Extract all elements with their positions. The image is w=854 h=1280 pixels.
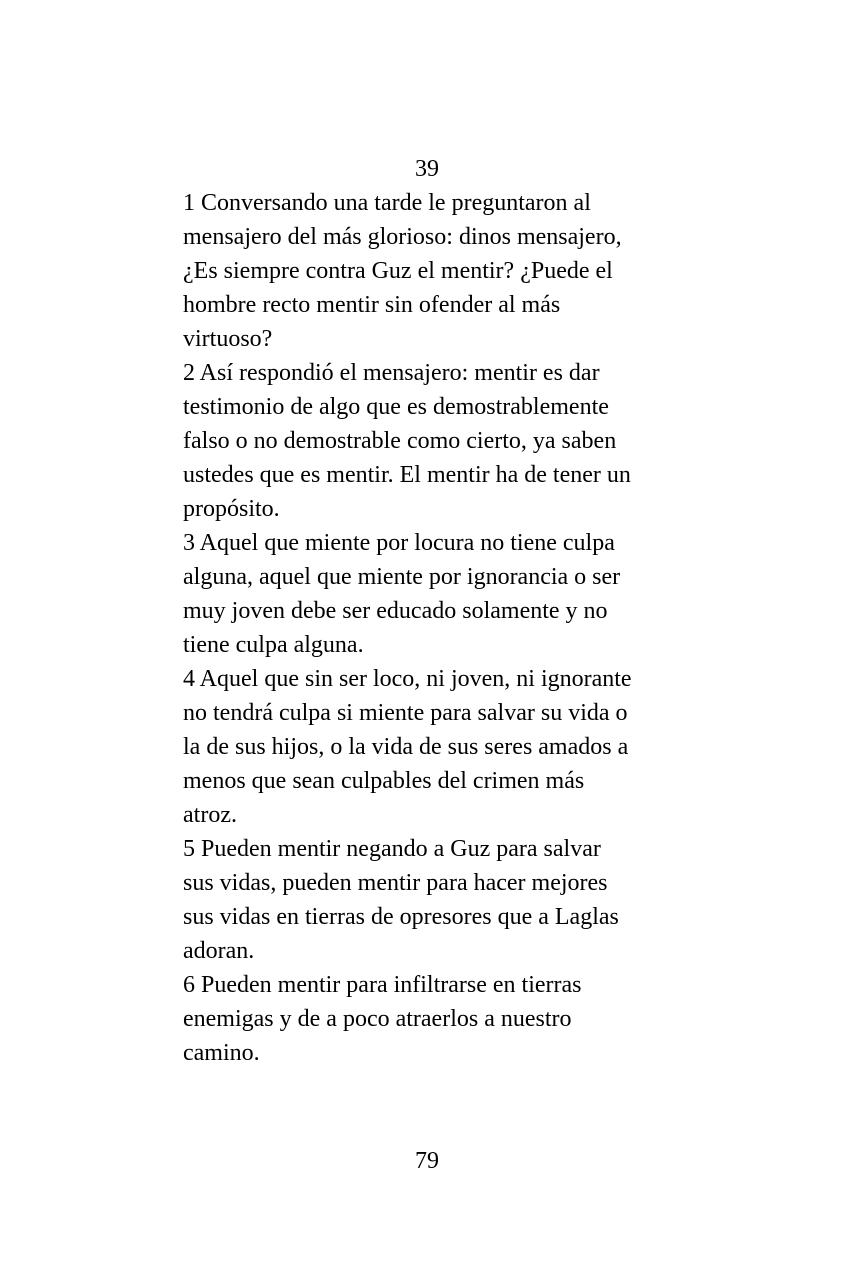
- text-line: 1 Conversando una tarde le preguntaron al: [183, 190, 591, 216]
- text-line: camino.: [183, 1040, 260, 1066]
- text-line: hombre recto mentir sin ofender al más: [183, 292, 561, 318]
- text-line: tiene culpa alguna.: [183, 632, 364, 658]
- text-line: ¿Es siempre contra Guz el mentir? ¿Puede el: [183, 258, 613, 284]
- text-line: adoran.: [183, 938, 255, 964]
- verse-paragraph: [183, 968, 683, 1070]
- text-line: 4 Aquel que sin ser loco, ni joven, ni ignorante: [183, 666, 632, 692]
- verse-paragraph: [183, 526, 683, 662]
- text-line: 3 Aquel que miente por locura no tiene culpa: [183, 530, 615, 556]
- text-line: propósito.: [183, 496, 280, 522]
- page-number: 79: [415, 1148, 439, 1174]
- text-line: falso o no demostrable como cierto, ya saben: [183, 428, 617, 454]
- text-line: ustedes que es mentir. El mentir ha de tener un: [183, 462, 631, 488]
- text-line: la de sus hijos, o la vida de sus seres amados a: [183, 734, 629, 760]
- text-line: menos que sean culpables del crimen más: [183, 768, 585, 794]
- text-line: enemigas y de a poco atraerlos a nuestro: [183, 1006, 572, 1032]
- text-line: sus vidas, pueden mentir para hacer mejores: [183, 870, 608, 896]
- verse-paragraph: [183, 662, 683, 832]
- text-line: 5 Pueden mentir negando a Guz para salvar: [183, 836, 601, 862]
- text-line: 2 Así respondió el mensajero: mentir es dar: [183, 360, 600, 386]
- text-line: testimonio de algo que es demostrablemente: [183, 394, 609, 420]
- text-line: no tendrá culpa si miente para salvar su vida o: [183, 700, 628, 726]
- verse-paragraph: [183, 186, 683, 356]
- text-line: atroz.: [183, 802, 237, 828]
- chapter-number: 39: [415, 156, 439, 182]
- verse-paragraph: [183, 832, 683, 968]
- verse-paragraph: [183, 356, 683, 526]
- page-body: [183, 186, 683, 1070]
- text-line: alguna, aquel que miente por ignorancia o ser: [183, 564, 621, 590]
- text-line: mensajero del más glorioso: dinos mensajero,: [183, 224, 622, 250]
- text-line: muy joven debe ser educado solamente y no: [183, 598, 608, 624]
- text-line: sus vidas en tierras de opresores que a Laglas: [183, 904, 619, 930]
- text-line: 6 Pueden mentir para infiltrarse en tierras: [183, 972, 582, 998]
- text-line: virtuoso?: [183, 326, 273, 352]
